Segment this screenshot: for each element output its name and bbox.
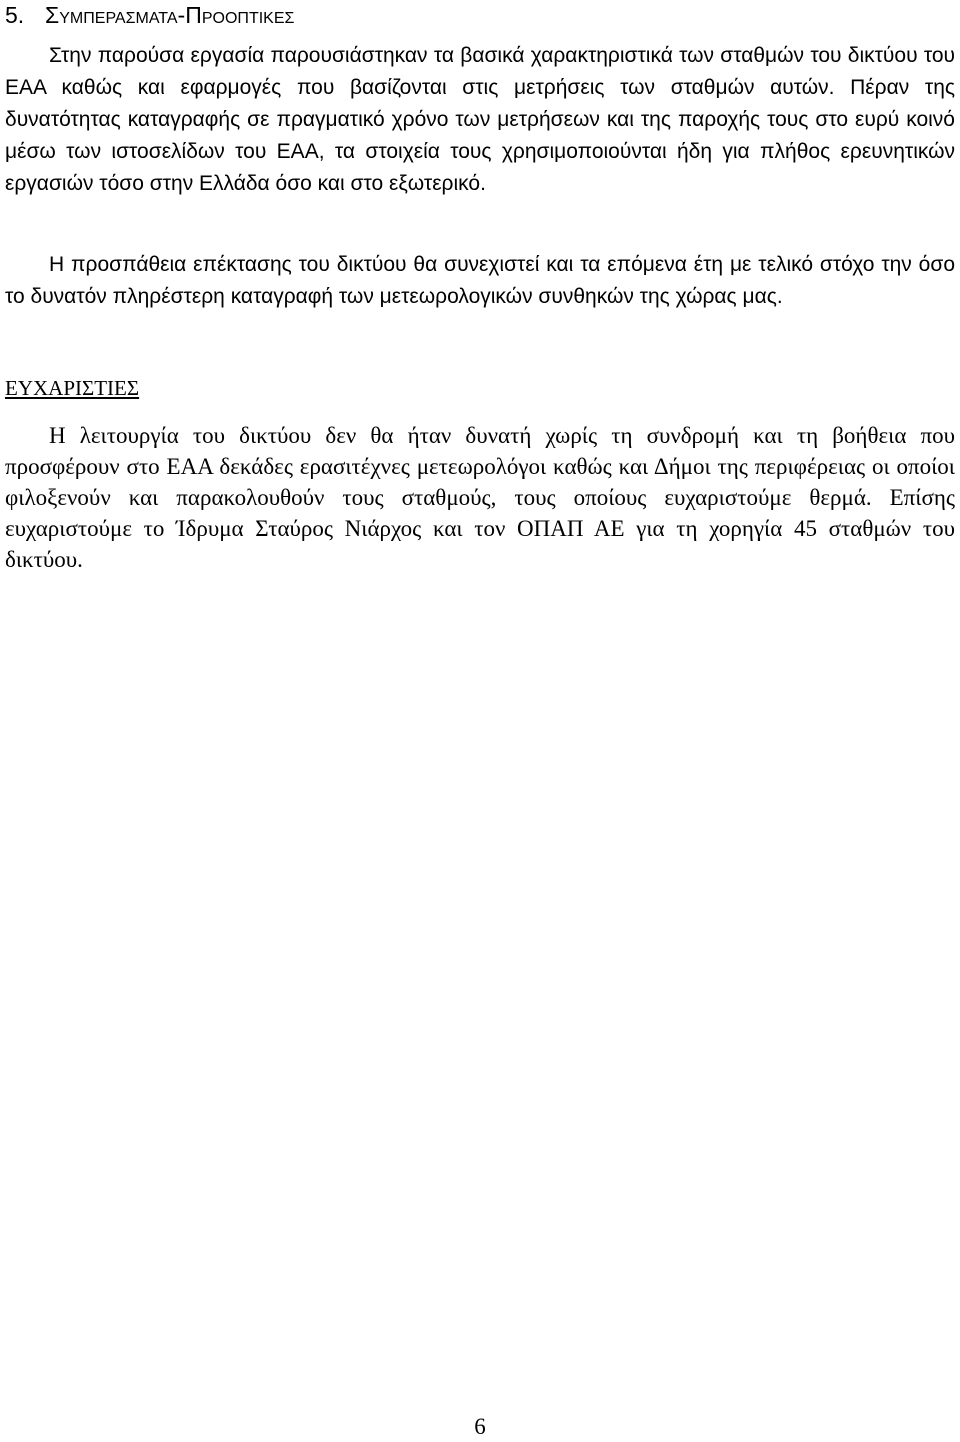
acknowledgements-heading: ΕΥΧΑΡΙΣΤΙΕΣ <box>5 376 140 400</box>
paragraph-conclusions: Στην παρούσα εργασία παρουσιάστηκαν τα βασικά χαρακτηριστικά των σταθμών του δικτύου του ΕΑΑ καθώς και εφαρμογές που βασίζονται στις μετρήσεις των σταθμών αυτών. Πέραν της δυνατότητας καταγραφής σε πραγματικό χρόνο των μετρήσεων και της παροχής τους στο ευρύ κοινό μέσω των ιστοσελίδων του ΕΑΑ, τα στοιχεία τους χρησιμοποιούνται ήδη για πλήθος ερευνητικών εργασιών τόσο στην Ελλάδα όσο και στο εξωτερικό. <box>5 44 955 195</box>
section-number: 5. <box>5 2 25 28</box>
page-number: 6 <box>474 1414 486 1439</box>
section-title: Συμπερασματα-Προοπτικες <box>45 2 295 28</box>
section-heading <box>5 1 294 29</box>
acknowledgements-paragraph: Η λειτουργία του δικτύου δεν θα ήταν δυνατή χωρίς τη συνδρομή και τη βοήθεια που προσφέρουν στο ΕΑΑ δεκάδες ερασιτέχνες μετεωρολόγοι καθώς και Δήμοι της περιφέρειας οι οποίοι φιλοξενούν και παρακολουθούν τους σταθμούς, τους οποίους ευχαριστούμε θερμά. Επίσης ευχαριστούμε το Ίδρυμα Σταύρος Νιάρχος και τον ΟΠΑΠ ΑΕ για τη χορηγία 45 σταθμών του δικτύου. <box>5 423 955 572</box>
paragraph-prospects: Η προσπάθεια επέκτασης του δικτύου θα συνεχιστεί και τα επόμενα έτη με τελικό στόχο την όσο το δυνατόν πληρέστερη καταγραφή των μετεωρολογικών συνθηκών της χώρας μας. <box>5 253 955 308</box>
